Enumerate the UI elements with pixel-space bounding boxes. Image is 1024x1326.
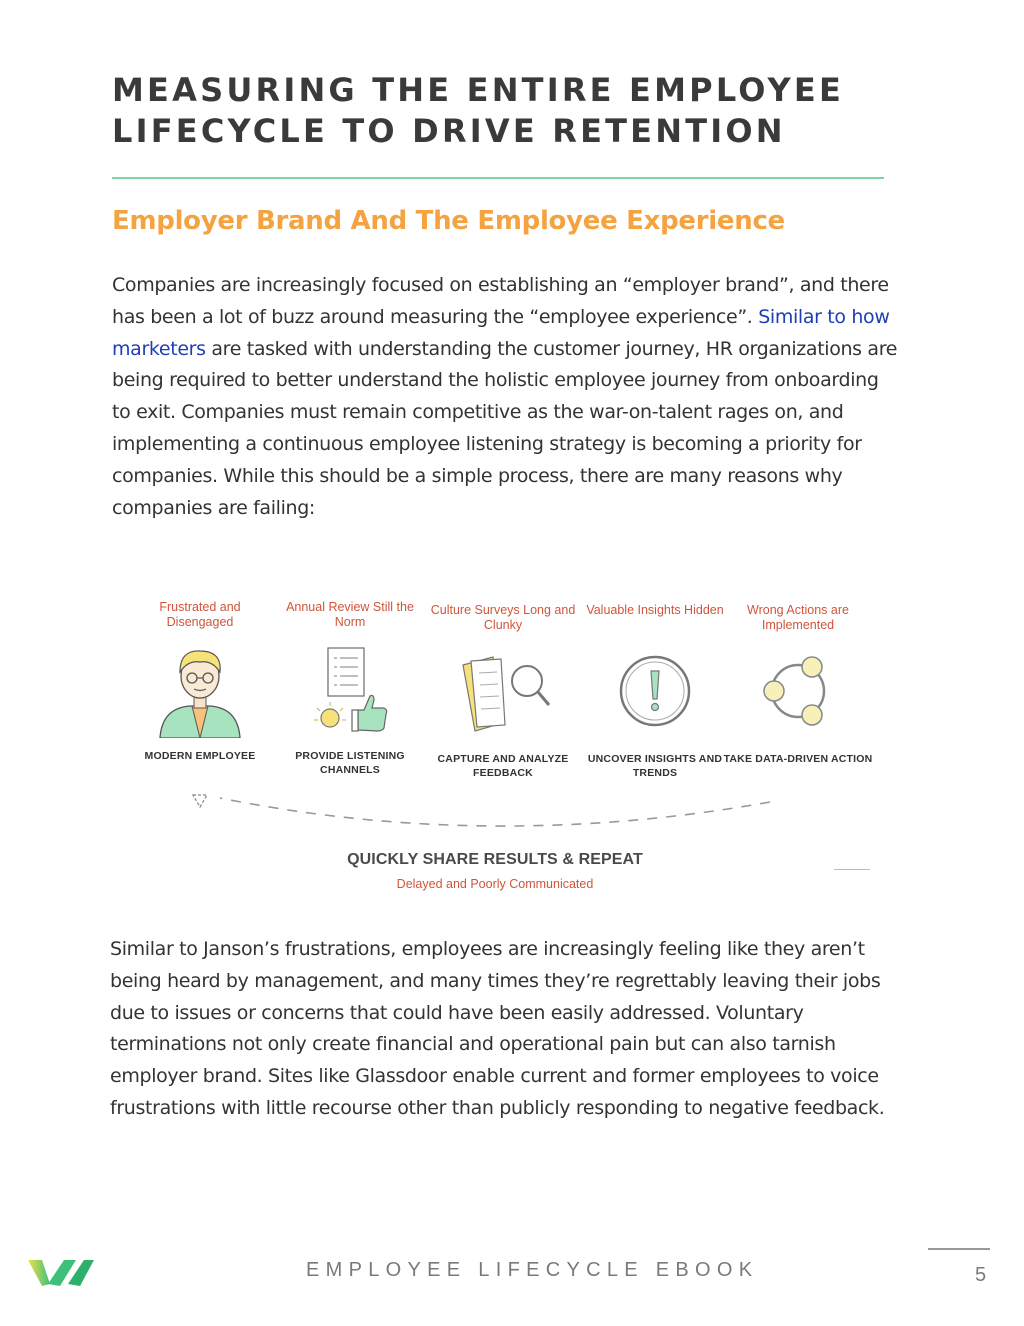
step-problem: Frustrated and Disengaged: [159, 600, 241, 629]
footer-divider: [928, 1248, 990, 1250]
marketers-link[interactable]: Similar to how marketers: [112, 305, 890, 360]
page-title: MEASURING THE ENTIRE EMPLOYEE LIFECYCLE TO DRIVE RETENTION: [112, 71, 845, 150]
footer-title: EMPLOYEE LIFECYCLE EBOOK: [306, 1259, 759, 1281]
closing-paragraph: Similar to Janson’s frustrations, employees are increasingly feeling like they aren’t being heard by management, and many times they’re regrettably leaving their jobs due to issues or concerns that could have been easily addressed. Voluntary terminations not only create financial and operational pain but can also tarnish employer brand. Sites like Glassdoor enable current and former employees to voice frustrations with little recourse other than publicly responding to negative feedback.: [110, 938, 885, 1119]
step-data-driven-action: [723, 603, 873, 767]
step-capture-feedback: [428, 603, 578, 780]
step-problem: Culture Surveys Long and Clunky: [430, 603, 576, 632]
intro-paragraph: [112, 270, 902, 524]
feedback-search-icon: [453, 641, 553, 741]
repeat-title: QUICKLY SHARE RESULTS & REPEAT: [347, 851, 643, 868]
step-uncover-insights: [580, 603, 730, 780]
step-modern-employee: [125, 600, 275, 764]
return-dashed-line: [220, 798, 770, 826]
step-listening-channels: [275, 600, 425, 777]
listening-channels-icon: [300, 638, 400, 738]
small-divider: [834, 869, 870, 870]
step-problem: Wrong Actions are Implemented: [747, 603, 849, 632]
step-label: PROVIDE LISTENING CHANNELS: [295, 750, 405, 776]
title-divider: [112, 177, 884, 179]
section-heading: Employer Brand And The Employee Experience: [112, 206, 785, 236]
employee-icon: [150, 638, 250, 738]
step-label: CAPTURE AND ANALYZE FEEDBACK: [437, 753, 569, 779]
step-label: TAKE DATA-DRIVEN ACTION: [723, 753, 873, 765]
step-problem: Annual Review Still the Norm: [286, 600, 414, 629]
brand-logo-icon: [28, 1256, 94, 1288]
page-number: 5: [975, 1264, 987, 1286]
intro-text-start: Companies are increasingly focused on establishing an “employer brand”, and there has been a lot of buzz around measuring the “employee experience”.: [112, 274, 889, 328]
step-problem: Valuable Insights Hidden: [586, 603, 724, 617]
step-label: UNCOVER INSIGHTS AND TRENDS: [587, 753, 723, 779]
employee-lifecycle-diagram: [120, 590, 900, 910]
exclamation-icon: [605, 641, 705, 741]
intro-text-end: are tasked with understanding the customer journey, HR organizations are being required to better understand the holistic employee journey from onboarding to exit. Companies must remain competitive as the war-on-talent rages on, and implementing a continuous employee listening strategy is becoming a priority for companies. While this should be a simple process, there are many reasons why companies are failing:: [112, 337, 898, 519]
step-label: MODERN EMPLOYEE: [144, 750, 256, 762]
cycle-nodes-icon: [748, 641, 848, 741]
repeat-problem: Delayed and Poorly Communicated: [396, 877, 594, 891]
return-arrow-icon: [193, 795, 207, 807]
